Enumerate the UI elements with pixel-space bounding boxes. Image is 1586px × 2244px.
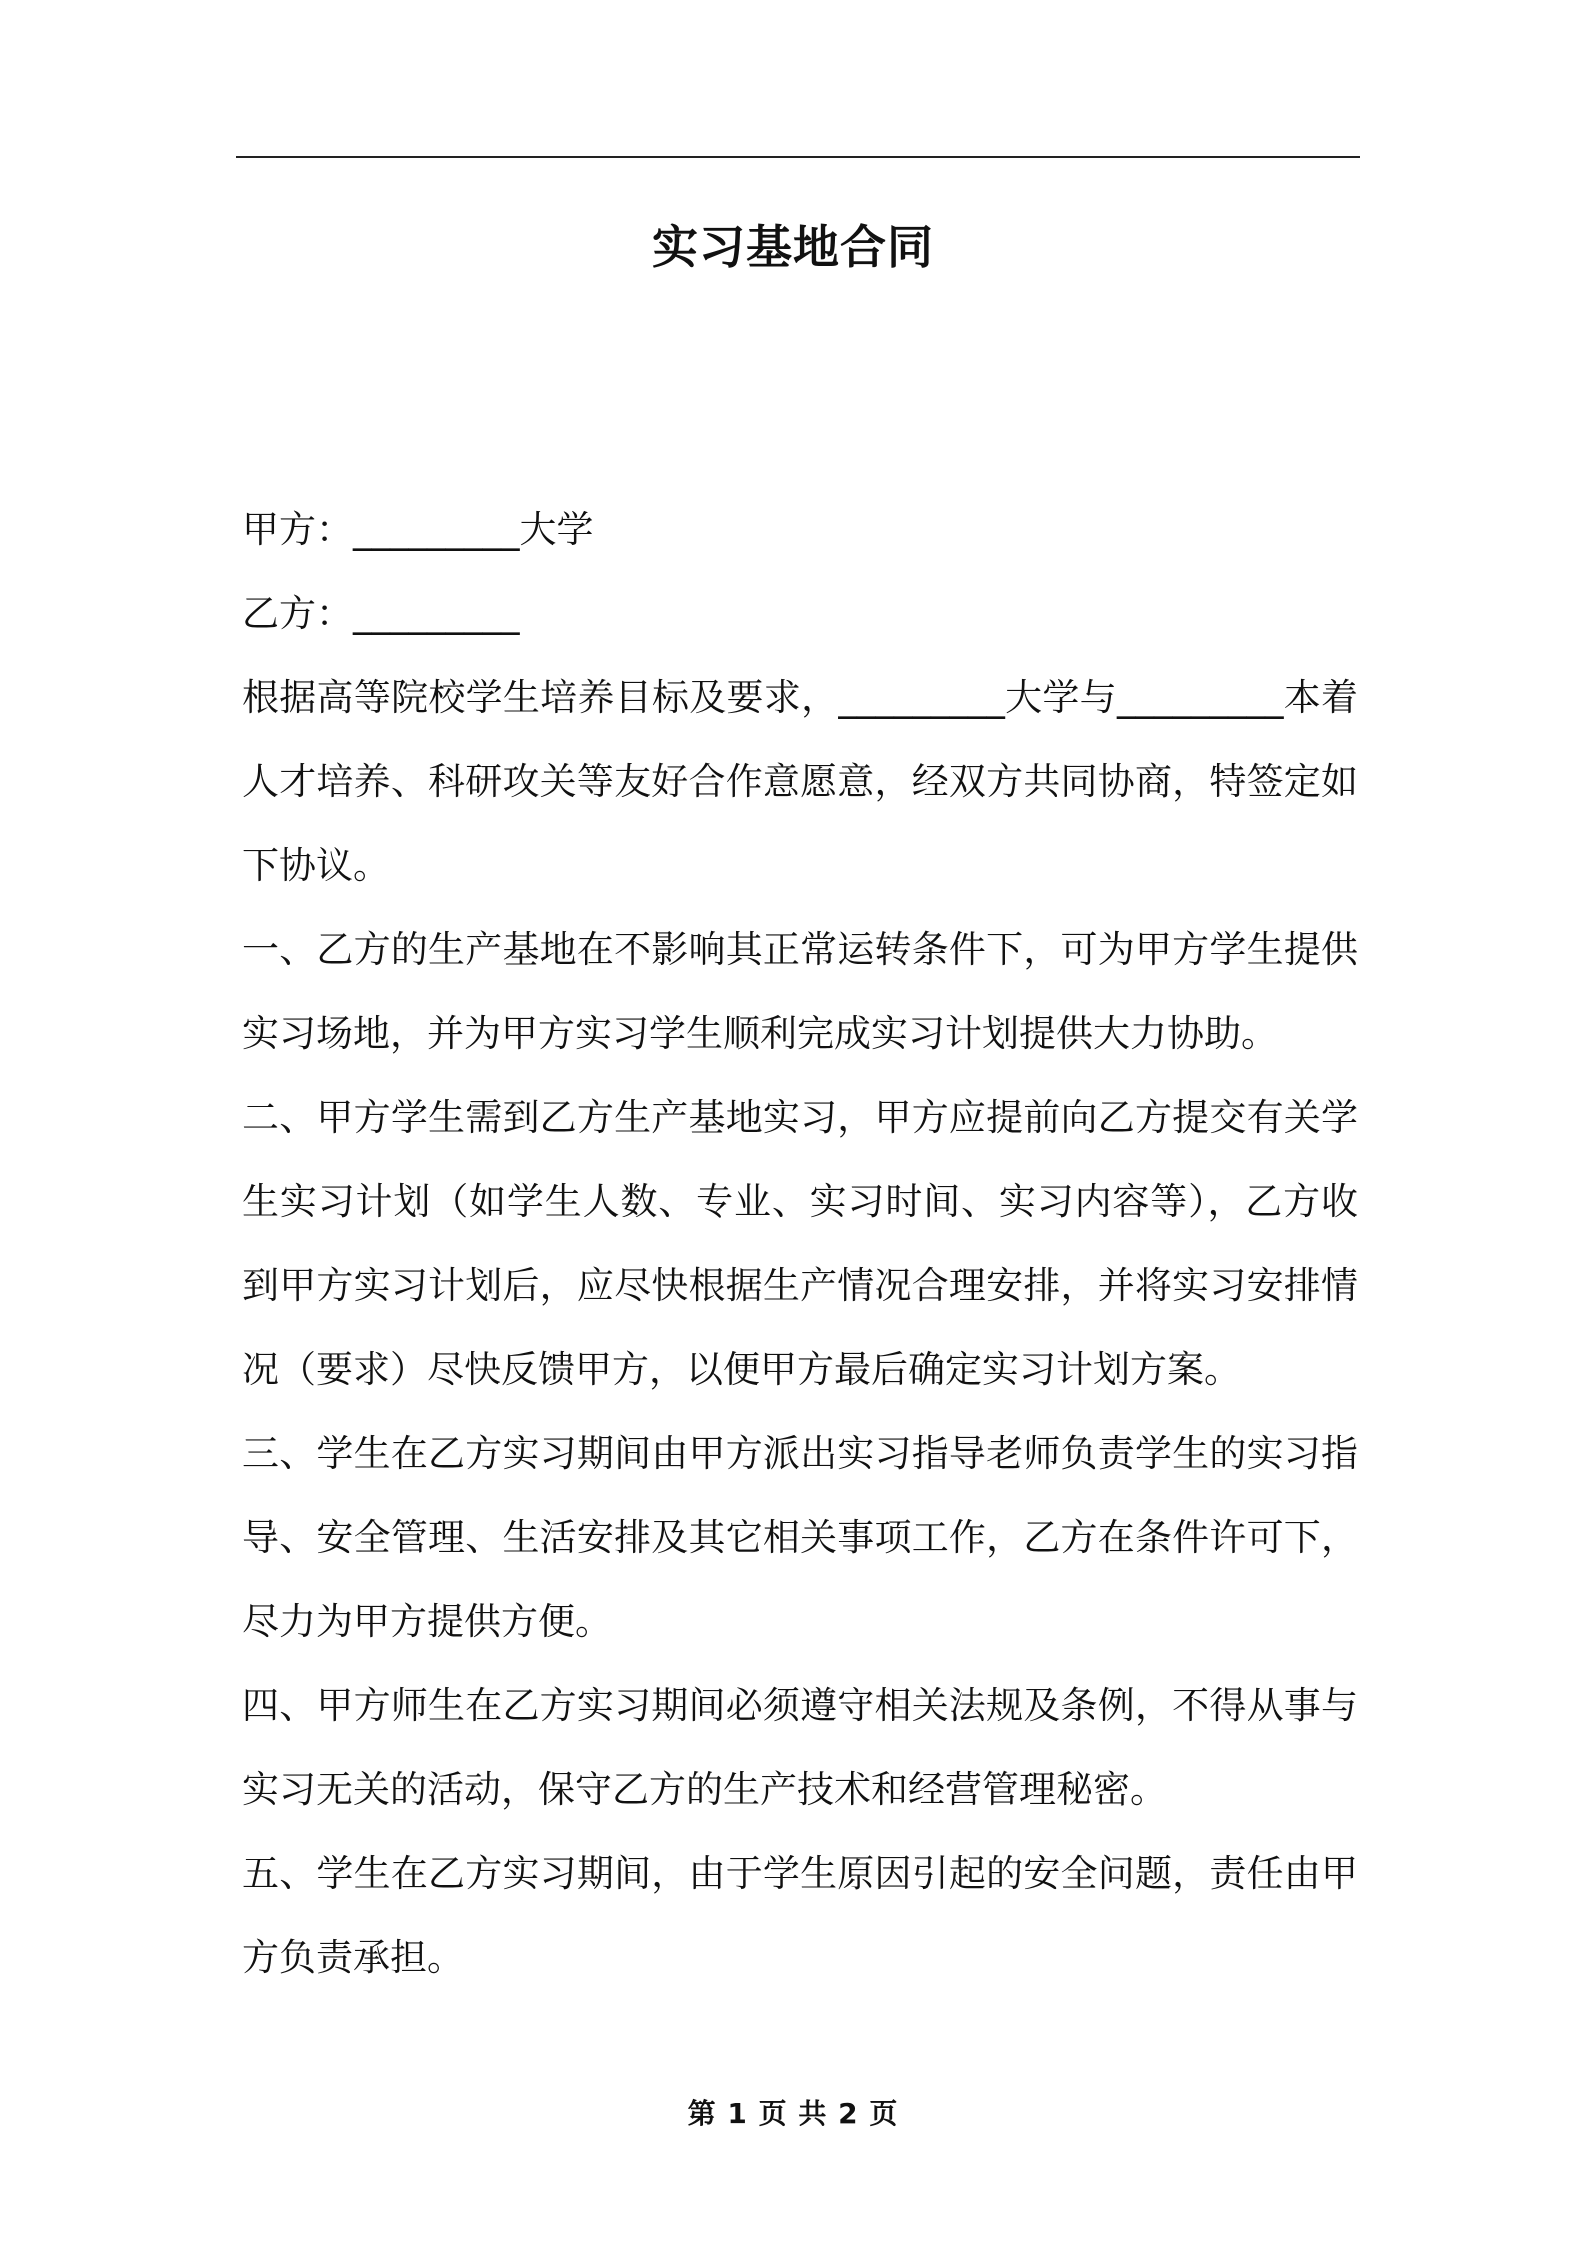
clause-5-paragraph: 五、学生在乙方实习期间，由于学生原因引起的安全问题，责任由甲方负责承担。 xyxy=(242,1852,1358,1979)
preamble-paragraph: 根据高等院校学生培养目标及要求，_________大学与_________本着人才培养、科研攻关等友好合作意愿意，经双方共同协商，特签定如下协议。 xyxy=(242,676,1358,887)
clause-2-paragraph: 二、甲方学生需到乙方生产基地实习，甲方应提前向乙方提交有关学生实习计划（如学生人数、专业、实习时间、实习内容等），乙方收到甲方实习计划后，应尽快根据生产情况合理安排，并将实习安排情况（要求）尽快反馈甲方，以便甲方最后确定实习计划方案。 xyxy=(242,1096,1358,1391)
clause-4-paragraph: 四、甲方师生在乙方实习期间必须遵守相关法规及条例，不得从事与实习无关的活动，保守乙方的生产技术和经营管理秘密。 xyxy=(242,1684,1358,1811)
clause-1-paragraph: 一、乙方的生产基地在不影响其正常运转条件下，可为甲方学生提供实习场地，并为甲方实习学生顺利完成实习计划提供大力协助。 xyxy=(242,928,1358,1055)
document-body xyxy=(242,488,1358,2000)
clause-3-paragraph: 三、学生在乙方实习期间由甲方派出实习指导老师负责学生的实习指导、安全管理、生活安排及其它相关事项工作，乙方在条件许可下，尽力为甲方提供方便。 xyxy=(242,1432,1358,1643)
party-b-line: 乙方：_________ xyxy=(242,592,520,635)
page-number-footer: 第 1 页 共 2 页 xyxy=(687,2097,899,2130)
header-rule xyxy=(236,156,1360,158)
document-title: 实习基地合同 xyxy=(652,220,934,274)
party-a-line: 甲方：_________大学 xyxy=(242,508,594,551)
